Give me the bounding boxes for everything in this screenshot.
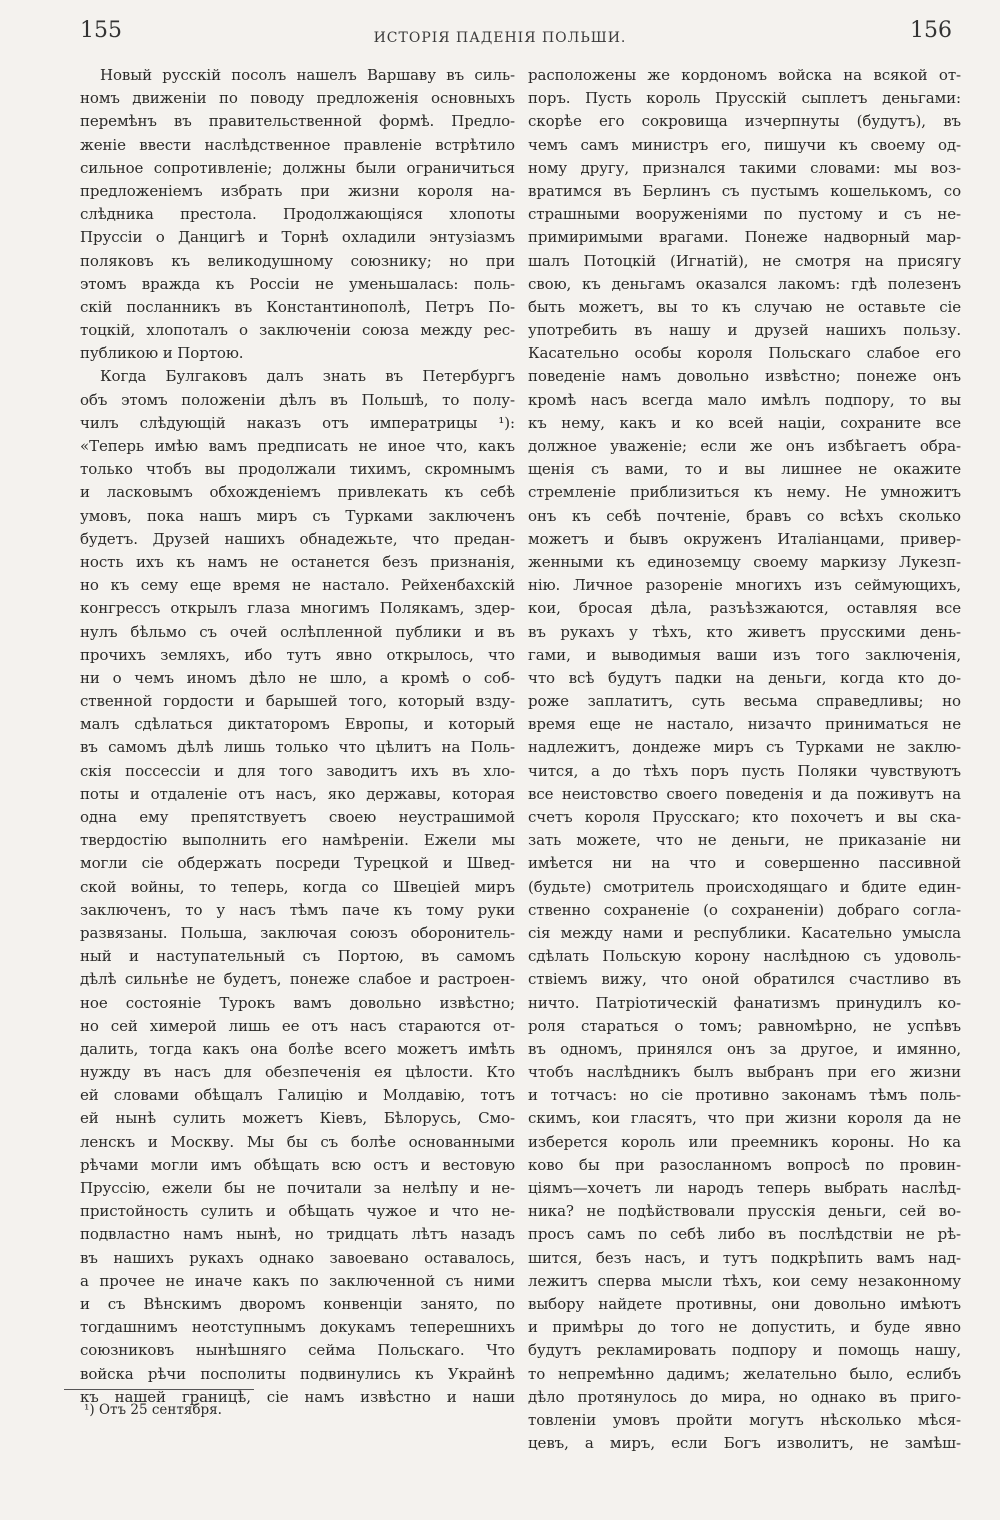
text-line: и тотчасъ: но сіе противно законамъ тѣмъ поль- xyxy=(528,1086,961,1105)
text-line: вратимся въ Берлинъ съ пустымъ кошелькомъ, со xyxy=(528,181,961,200)
text-line: ской войны, то теперь, когда со Швеціей миръ xyxy=(80,877,515,896)
text-line: роля стараться о томъ; равномѣрно, не успѣвъ xyxy=(528,1016,961,1035)
text-line: въ нашихъ рукахъ однако завоевано оставалось, xyxy=(80,1248,515,1267)
text-line: имѣется ни на что и совершенно пассивной xyxy=(528,854,961,873)
text-line: цевъ, а миръ, если Богъ изволитъ, не замѣш- xyxy=(528,1434,961,1453)
text-line: «Теперь имѣю вамъ предписать не иное что, какъ xyxy=(80,437,515,455)
footnote: ¹) Отъ 25 сентября. xyxy=(84,1402,222,1418)
text-line: подвластно намъ нынѣ, но тридцать лѣтъ назадъ xyxy=(80,1225,515,1244)
text-line: номъ движеніи по поводу предложенія основныхъ xyxy=(80,89,515,108)
text-line: малъ сдѣлаться диктаторомъ Европы, и который xyxy=(80,715,515,734)
text-line: къ нему, какъ и ко всей націи, сохраните все xyxy=(528,413,961,432)
text-line: предложеніемъ избрать при жизни короля на- xyxy=(80,181,515,200)
text-line: чемъ самъ министръ его, пишучи къ своему од- xyxy=(528,135,961,154)
text-line: развязаны. Польша, заключая союзъ оборонитель- xyxy=(80,923,515,942)
text-line: щенія съ вами, то и вы лишнее не окажите xyxy=(528,460,961,479)
text-line: въ одномъ, принялся онъ за другое, и имянно, xyxy=(528,1039,961,1058)
text-line: умовъ, пока нашъ миръ съ Турками заключенъ xyxy=(80,506,515,525)
text-line: скій посланникъ въ Константинополѣ, Петръ По- xyxy=(80,297,515,316)
text-line: одна ему препятствуетъ своею неустрашимой xyxy=(80,808,515,826)
text-line: дѣлѣ сильнѣе не будетъ, понеже слабое и растроен- xyxy=(80,970,515,989)
text-line: ни о чемъ иномъ дѣло не шло, а кромѣ о соб- xyxy=(80,668,515,687)
text-line: шится, безъ насъ, и тутъ подкрѣпить вамъ над- xyxy=(528,1248,961,1267)
text-line: ность ихъ къ намъ не останется безъ признанія, xyxy=(80,552,515,571)
text-line: должное уваженіе; если же онъ избѣгаетъ обра- xyxy=(528,437,961,455)
page-number-right: 156 xyxy=(910,18,952,43)
text-line: расположены же кордономъ войска на всякой от- xyxy=(528,66,961,84)
text-line: скимъ, кои гласятъ, что при жизни короля да не xyxy=(528,1109,961,1128)
text-line: Пруссіи о Данцигѣ и Торнѣ охладили энтузіазмъ xyxy=(80,228,515,247)
text-line: употребить въ нашу и друзей нашихъ пользу. xyxy=(528,321,961,340)
text-line: ленскъ и Москву. Мы бы съ болѣе основанными xyxy=(80,1132,515,1151)
text-line: ково бы при разосланномъ вопросѣ по провин- xyxy=(528,1155,961,1174)
text-line: все неистовство своего поведенія и да поживутъ на xyxy=(528,784,961,803)
running-title: ИСТОРІЯ ПАДЕНІЯ ПОЛЬШИ. xyxy=(373,30,627,46)
text-line: кромѣ насъ всегда мало имѣлъ подпору, то вы xyxy=(528,390,961,409)
text-line: и съ Вѣнскимъ дворомъ конвенціи занято, по xyxy=(80,1294,515,1313)
text-line: ціямъ—хочетъ ли народъ теперь выбрать наслѣд- xyxy=(528,1179,961,1197)
text-line: поляковъ къ великодушному союзнику; но при xyxy=(80,251,515,270)
text-line: прочихъ земляхъ, ибо тутъ явно открылось, что xyxy=(80,645,515,664)
text-line: ному другу, признался такими словами: мы воз- xyxy=(528,158,961,177)
text-line: ное состояніе Турокъ вамъ довольно извѣстно; xyxy=(80,993,515,1012)
text-line: шалъ Потоцкій (Игнатій), не смотря на присягу xyxy=(528,251,961,270)
text-line: ственной гордости и барышей того, который взду- xyxy=(80,692,515,711)
text-line: ствіемъ вижу, что оной обратился счастливо въ xyxy=(528,970,961,989)
text-line: можетъ и бывъ окруженъ Италіанцами, привер- xyxy=(528,529,961,548)
text-line: Новый русскій посолъ нашелъ Варшаву въ силь- xyxy=(100,66,515,84)
text-line: поты и отдаленіе отъ насъ, яко державы, которая xyxy=(80,784,515,803)
text-line: Касательно особы короля Польскаго слабое его xyxy=(528,344,961,363)
text-line: сдѣлать Польскую корону наслѣдною съ удоволь- xyxy=(528,947,961,966)
text-line: то непремѣнно дадимъ; желательно было, еслибъ xyxy=(528,1364,961,1383)
text-line: ей нынѣ сулить можетъ Кіевъ, Бѣлорусь, Смо- xyxy=(80,1109,515,1128)
text-line: рѣчами могли имъ обѣщать всю остъ и вестовую xyxy=(80,1155,515,1174)
text-line: слѣдника престола. Продолжающіяся хлопоты xyxy=(80,205,515,224)
text-line: быть можетъ, вы то къ случаю не оставьте сіе xyxy=(528,297,961,316)
text-line: надлежитъ, дондеже миръ съ Турками не заклю- xyxy=(528,738,961,757)
text-line: сія между нами и республики. Касательно умысла xyxy=(528,923,961,942)
text-line: время еще не настало, низачто приниматься не xyxy=(528,715,961,734)
text-line: нужду въ насъ для обезпеченія ея цѣлости. Кто xyxy=(80,1063,515,1082)
text-line: ей словами обѣщалъ Галицію и Молдавію, тотъ xyxy=(80,1086,515,1105)
text-line: счетъ короля Прусскаго; кто похочетъ и вы ска- xyxy=(528,808,961,826)
text-line: конгрессъ открылъ глаза многимъ Полякамъ, здер- xyxy=(80,599,515,618)
text-line: чтобъ наслѣдникъ былъ выбранъ при его жизни xyxy=(528,1063,961,1082)
text-line: скорѣе его сокровища изчерпнуты (будутъ), въ xyxy=(528,112,961,131)
text-line: зать можете, что не деньги, не приказаніе ни xyxy=(528,831,961,850)
text-line: пристойность сулить и обѣщать чужое и что не- xyxy=(80,1202,515,1221)
text-line: нулъ бѣльмо съ очей ослѣпленной публики и въ xyxy=(80,622,515,641)
text-line: ника? не подѣйствовали прусскія деньги, сей во- xyxy=(528,1202,961,1221)
text-line: ничто. Патріотическій фанатизмъ принудилъ ко- xyxy=(528,993,961,1012)
footnote-divider xyxy=(64,1389,254,1390)
text-line: и ласковымъ обхожденіемъ привлекать къ себѣ xyxy=(80,483,515,502)
text-line: поръ. Пусть король Прусскій сыплетъ деньгами: xyxy=(528,89,961,108)
text-column-left xyxy=(80,64,515,1409)
text-line: Когда Булгаковъ далъ знать въ Петербургъ xyxy=(100,367,515,386)
text-line: далить, тогда какъ она болѣе всего можетъ имѣть xyxy=(80,1039,515,1058)
text-line: Пруссію, ежели бы не почитали за нелѣпу и не- xyxy=(80,1179,515,1197)
text-line: страшными вооруженіями по пустому и съ не- xyxy=(528,205,961,224)
text-line: онъ къ себѣ почтеніе, бравъ со всѣхъ сколько xyxy=(528,506,961,525)
text-line: войска рѣчи посполиты подвинулись къ Украйнѣ xyxy=(80,1364,515,1383)
text-line: что всѣ будутъ падки на деньги, когда кто до- xyxy=(528,668,961,687)
page-number-left: 155 xyxy=(80,18,122,43)
text-line: въ рукахъ у тѣхъ, кто живетъ прусскими день- xyxy=(528,622,961,641)
text-line: тогдашнимъ неотступнымъ докукамъ теперешнихъ xyxy=(80,1318,515,1337)
text-line: будетъ. Друзей нашихъ обнадежьте, что предан- xyxy=(80,529,515,548)
text-line: а прочее не иначе какъ по заключенной съ ними xyxy=(80,1271,515,1290)
text-line: стремленіе приблизиться къ нему. Не умножитъ xyxy=(528,483,961,502)
text-line: поведеніе намъ довольно извѣстно; понеже онъ xyxy=(528,367,961,386)
text-line: ственно сохраненіе (о сохраненіи) добраго согла- xyxy=(528,900,961,919)
text-line: но къ сему еще время не настало. Рейхенбахскій xyxy=(80,576,515,595)
text-line: выбору найдете противны, они довольно имѣютъ xyxy=(528,1294,961,1313)
text-line: примиримыми врагами. Понеже надворный мар- xyxy=(528,228,961,247)
text-line: твердостію выполнить его намѣреніи. Ежели мы xyxy=(80,831,515,850)
text-line: заключенъ, то у насъ тѣмъ паче къ тому руки xyxy=(80,900,515,919)
text-line: лежитъ сперва мысли тѣхъ, кои сему незаконному xyxy=(528,1271,961,1290)
text-line: чилъ слѣдующій наказъ отъ императрицы ¹): xyxy=(80,413,515,432)
text-line: женными къ единоземцу своему маркизу Лукезп- xyxy=(528,552,961,571)
text-line: дѣло протянулось до мира, но однако въ приго- xyxy=(528,1387,961,1406)
text-line: скія поссессіи и для того заводитъ ихъ въ хло- xyxy=(80,761,515,780)
text-column-right xyxy=(528,64,961,1455)
text-line: женіе ввести наслѣдственное правленіе встрѣтило xyxy=(80,135,515,154)
text-line: но сей химерой лишь ее отъ насъ стараются от- xyxy=(80,1016,515,1035)
text-line: нію. Личное разореніе многихъ изъ сеймующихъ, xyxy=(528,576,961,595)
text-line: перемѣнъ въ правительственной формѣ. Предло- xyxy=(80,112,515,131)
text-line: объ этомъ положеніи дѣлъ въ Польшѣ, то полу- xyxy=(80,390,515,409)
text-line: сильное сопротивленіе; должны были ограничиться xyxy=(80,158,515,177)
text-line: публикою и Портою. xyxy=(80,344,244,363)
text-line: тоцкій, хлопоталъ о заключеніи союза между рес- xyxy=(80,321,515,340)
text-line: могли сіе обдержать посреди Турецкой и Швед- xyxy=(80,854,515,873)
text-line: и примѣры до того не допустить, и буде явно xyxy=(528,1318,961,1337)
text-line: изберется король или преемникъ короны. Но ка xyxy=(528,1132,961,1151)
text-line: свою, къ деньгамъ оказался лакомъ: гдѣ полезенъ xyxy=(528,274,961,293)
text-line: просъ самъ по себѣ либо въ послѣдствіи не рѣ- xyxy=(528,1225,961,1244)
text-line: ный и наступательный съ Портою, въ самомъ xyxy=(80,947,515,966)
text-line: только чтобъ вы продолжали тихимъ, скромнымъ xyxy=(80,460,515,479)
text-line: товленіи умовъ пройти могутъ нѣсколько мѣся- xyxy=(528,1410,961,1429)
text-line: къ нашей границѣ, сіе намъ извѣстно и наши xyxy=(80,1387,515,1406)
text-line: роже заплатитъ, суть весьма справедливы; но xyxy=(528,692,961,711)
text-line: гами, и выводимыя ваши изъ того заключенія, xyxy=(528,645,961,664)
text-line: въ самомъ дѣлѣ лишь только что цѣлитъ на Поль- xyxy=(80,738,515,757)
text-line: этомъ вражда къ Россіи не уменьшалась: поль- xyxy=(80,274,515,293)
text-line: будутъ рекламировать подпору и помощь нашу, xyxy=(528,1341,961,1360)
text-line: (будьте) смотритель происходящаго и бдите един- xyxy=(528,877,961,896)
text-line: союзниковъ нынѣшняго сейма Польскаго. Что xyxy=(80,1341,515,1360)
text-line: кои, бросая дѣла, разъѣзжаются, оставляя все xyxy=(528,599,961,618)
text-line: чится, а до тѣхъ поръ пусть Поляки чувствуютъ xyxy=(528,761,961,780)
